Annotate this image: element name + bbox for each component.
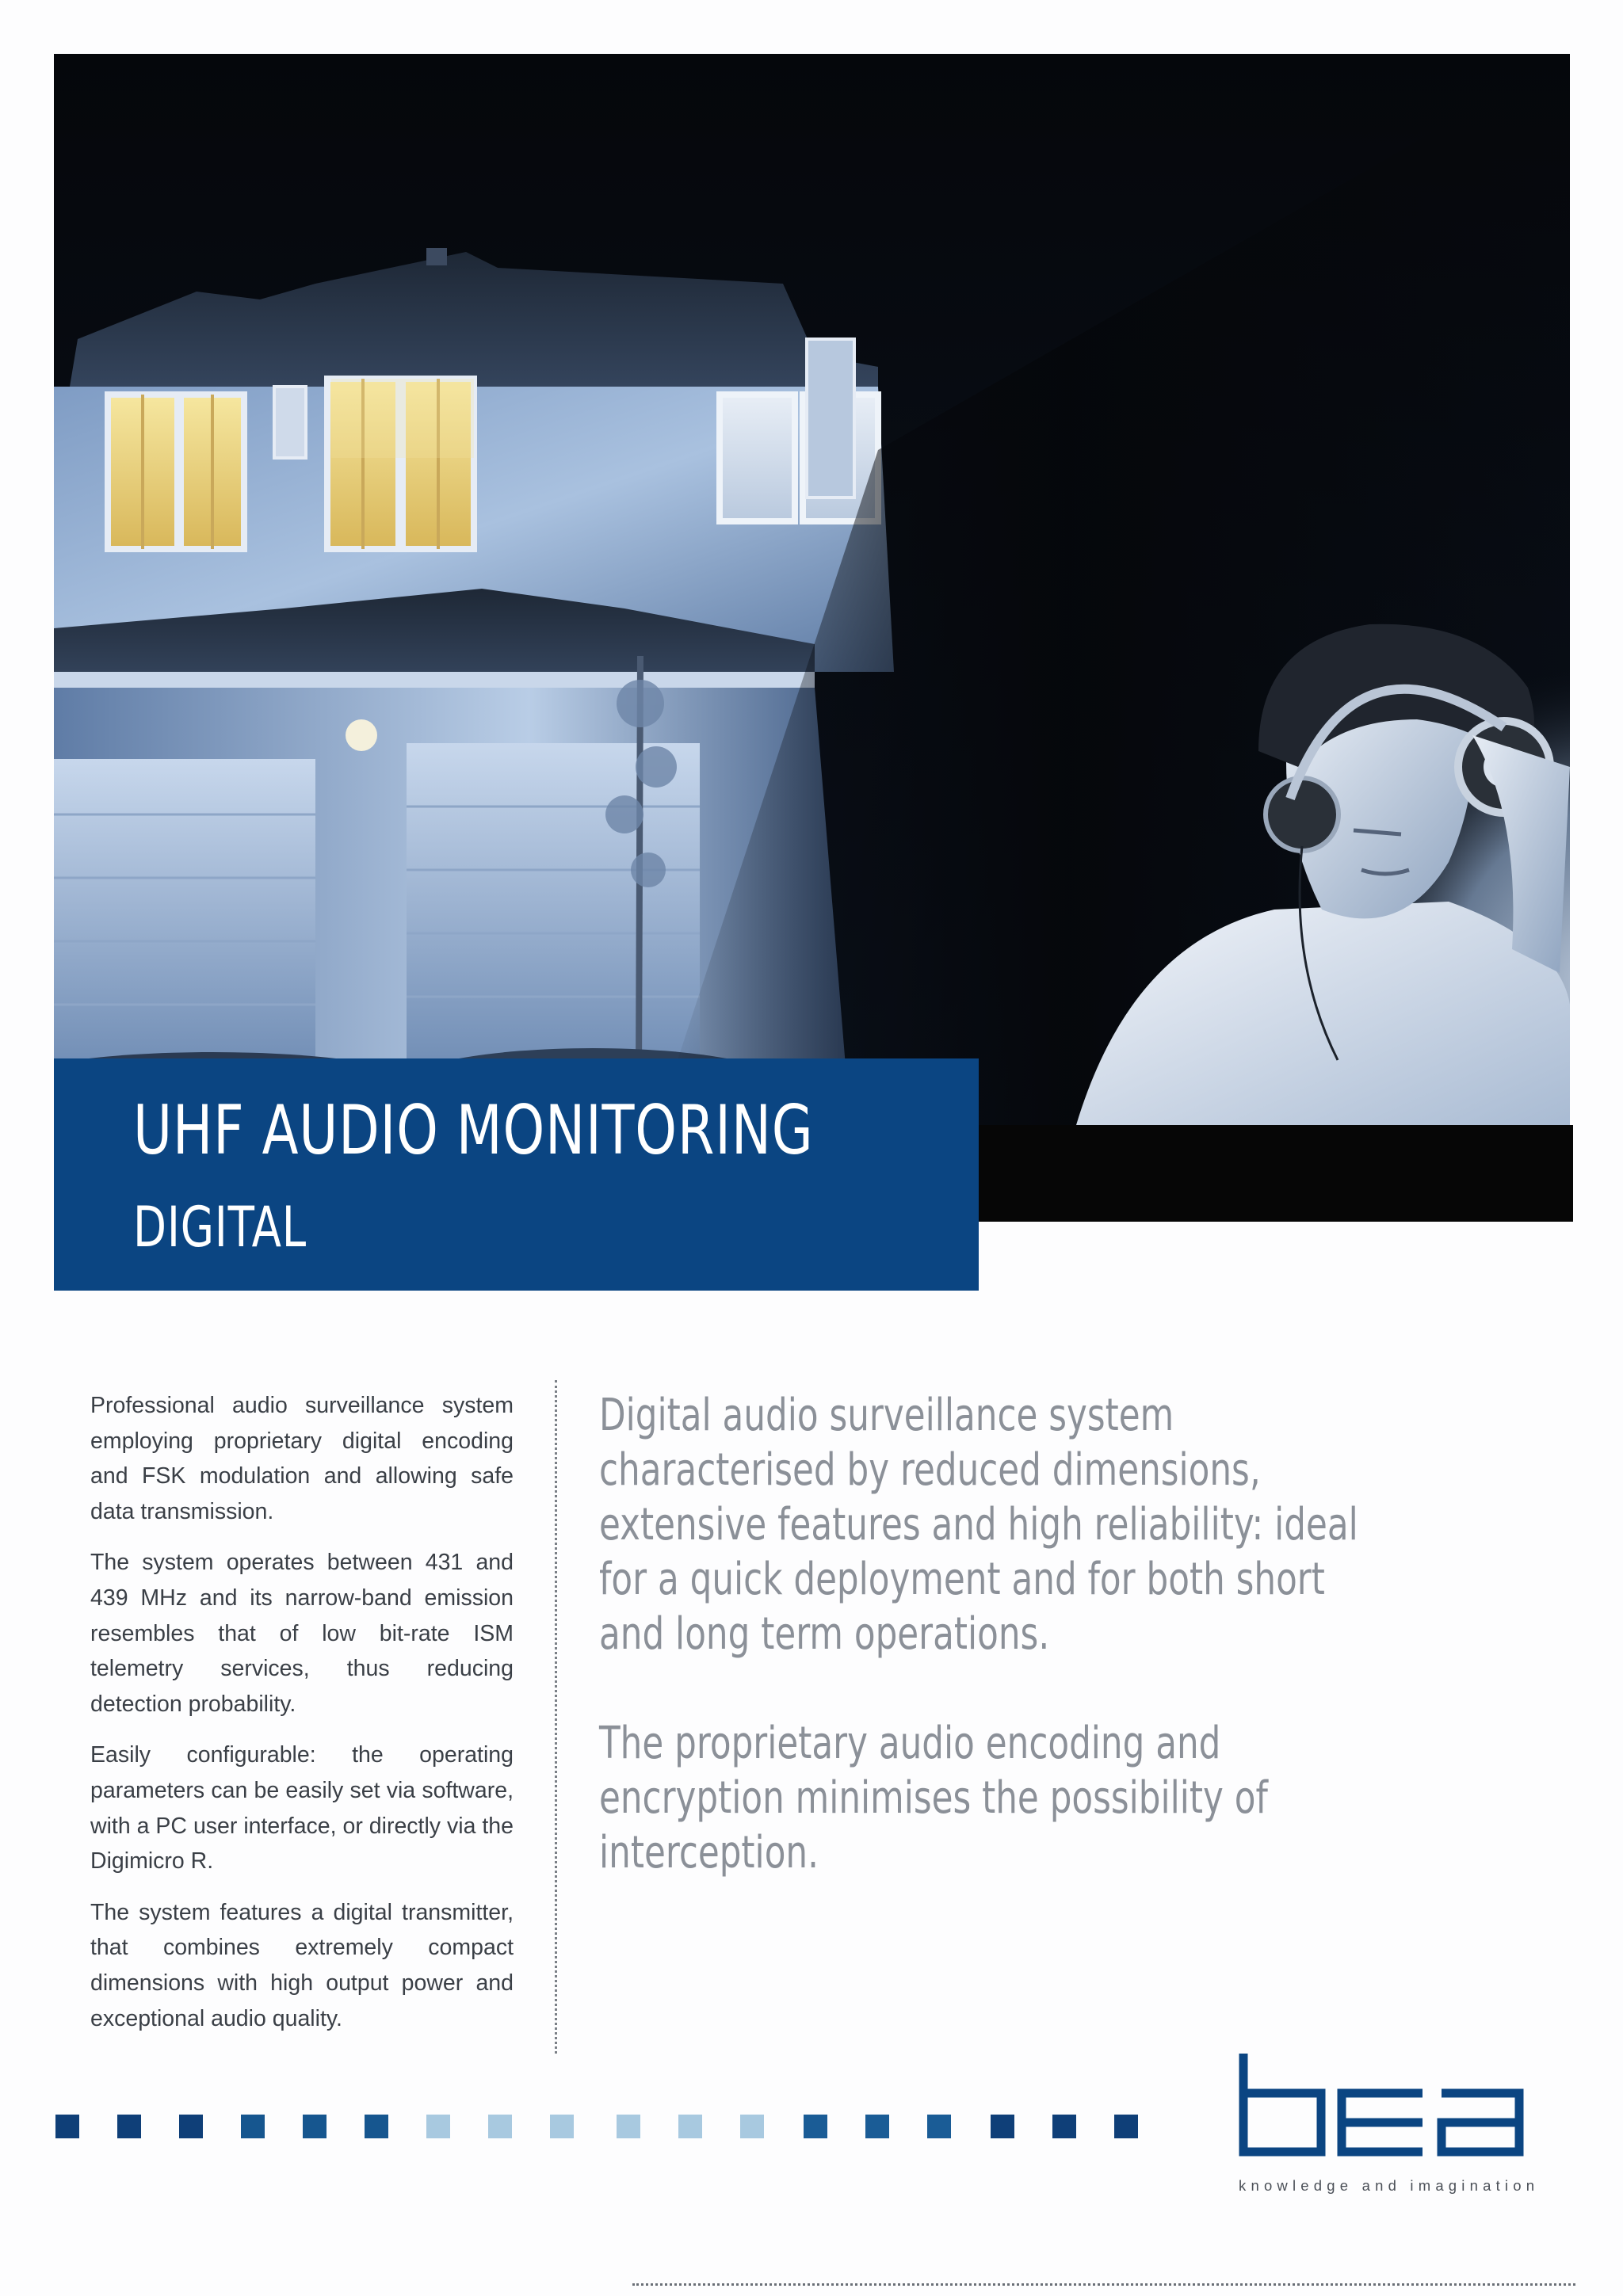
right-text-column — [599, 1388, 1396, 1935]
decorative-square — [426, 2115, 450, 2138]
decorative-square — [991, 2115, 1014, 2138]
lead-paragraph: The proprietary audio encoding and encryption minimises the possibility of interception. — [599, 1718, 1268, 1878]
left-paragraph: Easily configurable: the operating parameters can be easily set via software, with a PC user interface, or directly via the Digimicro R. — [90, 1742, 514, 1875]
decorative-square — [740, 2115, 764, 2138]
bottom-dotted-rule — [632, 2283, 1575, 2286]
decorative-square — [117, 2115, 141, 2138]
decorative-square — [550, 2115, 574, 2138]
decorative-square — [617, 2115, 640, 2138]
decorative-square — [365, 2115, 388, 2138]
decorative-square — [488, 2115, 512, 2138]
decorative-square — [179, 2115, 203, 2138]
left-paragraph: The system features a digital transmitter, that combines extremely compact dimensions with high output power and exceptional audio quality. — [90, 1899, 514, 2031]
page-title: UHF AUDIO MONITORING — [133, 1091, 814, 1170]
black-accent-band — [978, 1125, 1573, 1222]
house-night-photo-icon — [54, 54, 1570, 1125]
left-paragraph: Professional audio surveillance system employing proprietary digital encoding and FSK modulation and allowing safe data transmission. — [90, 1393, 514, 1524]
decorative-square — [1114, 2115, 1138, 2138]
lead-paragraph: Digital audio surveillance system characterised by reduced dimensions, extensive features and high reliability: ideal for a quick deployment and for both short and long term operations. — [599, 1390, 1358, 1660]
decorative-square — [1052, 2115, 1076, 2138]
decorative-square — [927, 2115, 951, 2138]
bea-logo-icon — [1239, 2054, 1524, 2157]
page-subtitle: DIGITAL — [133, 1195, 307, 1260]
decorative-square — [865, 2115, 889, 2138]
left-paragraph: The system operates between 431 and 439 MHz and its narrow-band emission resembles that of low bit-rate ISM telemetry services, thus reducing detection probability. — [90, 1550, 514, 1717]
decorative-square — [678, 2115, 702, 2138]
decorative-square — [55, 2115, 79, 2138]
hero-photo — [54, 54, 1570, 1125]
title-panel — [54, 1058, 979, 1291]
column-divider — [555, 1380, 557, 2054]
decorative-square — [241, 2115, 265, 2138]
decorative-square — [303, 2115, 327, 2138]
left-text-column — [90, 1388, 514, 2052]
decorative-square — [804, 2115, 827, 2138]
logo-tagline: knowledge and imagination — [1239, 2177, 1540, 2194]
